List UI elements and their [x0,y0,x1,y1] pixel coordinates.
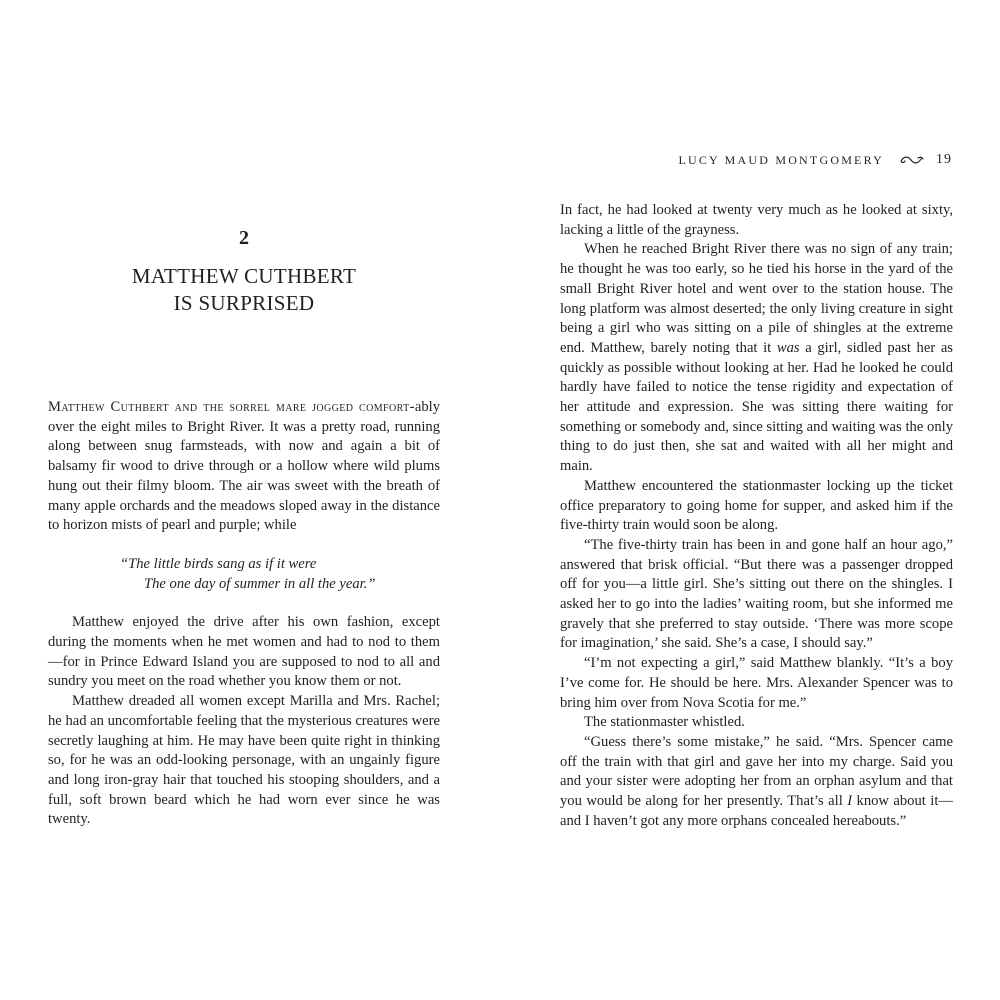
paragraph [560,733,953,832]
page-number: 19 [936,152,952,167]
text-run: a girl, sidled past her as quickly as possible without looking at her. Had he looked he could hardly have failed to notice the tense rigidity and expectation of her attitude and expression. She was sitting there waiting for something or somebody and, since sitting and waiting was the only thing to do just then, she sat and waited with all her might and main. [560,339,953,475]
paragraph: The stationmaster whistled. [584,714,745,731]
text-run: “Guess there’s some mistake,” he said. “Mrs. Spencer came off the train with that girl and gave her into my charge. Said you and your sister were adopting her from an orphan asylum and that you would be along for her presently. That’s all [560,733,953,810]
swash-ornament-icon [900,155,924,165]
running-head [678,152,952,168]
verse-quote [48,555,440,594]
verse-line-1: “The little birds sang as if it were [120,555,317,572]
opening-paragraph [48,398,440,536]
opening-rest: ably over the eight miles to Bright River. It was a pretty road, running along between snug farmsteads, with now and again a bit of balsamy fir wood to drive through or a hollow where wild plums hung out their filmy bloom. The air was sweet with the breath of many apple orchards and the meadows sloped away in the distance to horizon mists of pearl and purple; while [48,399,440,534]
chapter-title-line-1: MATTHEW CUTHBERT [131,264,357,288]
chapter-title [0,263,488,317]
italic-emphasis: I [847,793,853,810]
paragraph: “The five-thirty train has been in and gone half an hour ago,” answered that brisk official. “But there was a passenger dropped off for you—a little girl. She’s sitting out there on the shingles. I asked her to go into the ladies’ waiting room, but she informed me gravely that she preferred to stay outside. ‘There was more scope for imagination,’ she said. She’s a case, I should say.” [560,536,953,652]
text-run: know about it—and I haven’t got any more orphans concealed hereabouts.” [560,793,953,829]
paragraph: In fact, he had looked at twenty very much as he looked at sixty, lacking a little of the grayness. [560,202,953,238]
chapter-number: 2 [239,227,249,249]
left-page-body [48,398,440,830]
paragraph: Matthew enjoyed the drive after his own fashion, except during the moments when he met women and had to nod to them—for in Prince Edward Island you are supposed to nod to all and sundry you meet on the road whether you know them or not. [48,614,440,690]
text-run: When he reached Bright River there was no sign of any train; he thought he was too early, so he tied his horse in the yard of the small Bright River hotel and went over to the station house. The long platform was almost deserted; the only living creature in sight being a girl who was sitting on a pile of shingles at the extreme end. Matthew, barely noting that it [560,241,953,356]
italic-emphasis: was [776,339,800,356]
paragraph [560,240,953,476]
right-page [500,0,1000,1000]
running-head-author: LUCY MAUD MONTGOMERY [678,152,884,167]
paragraph: Matthew encountered the stationmaster locking up the ticket office preparatory to going home for supper, and asked him if the five-thirty train would soon be along. [560,477,953,534]
paragraph: “I’m not expecting a girl,” said Matthew blankly. “It’s a boy I’ve come for. He should be here. Mrs. Alexander Spencer was to bring him over from Nova Scotia for me.” [560,655,953,711]
chapter-title-line-2: IS SURPRISED [173,291,315,315]
opening-smallcaps: Matthew Cuthbert and the sorrel mare jogged comfort- [48,399,415,415]
verse-line-2: The one day of summer in all the year.” [144,575,376,592]
right-page-body [560,201,953,832]
paragraph: Matthew dreaded all women except Marilla and Mrs. Rachel; he had an uncomfortable feeling that the mysterious creatures were secretly laughing at him. He may have been quite right in thinking so, for he was an odd-looking personage, with an ungainly figure and long iron-gray hair that touched his stooping shoulders, and a full, soft brown beard which he had worn ever since he was twenty. [48,693,440,828]
